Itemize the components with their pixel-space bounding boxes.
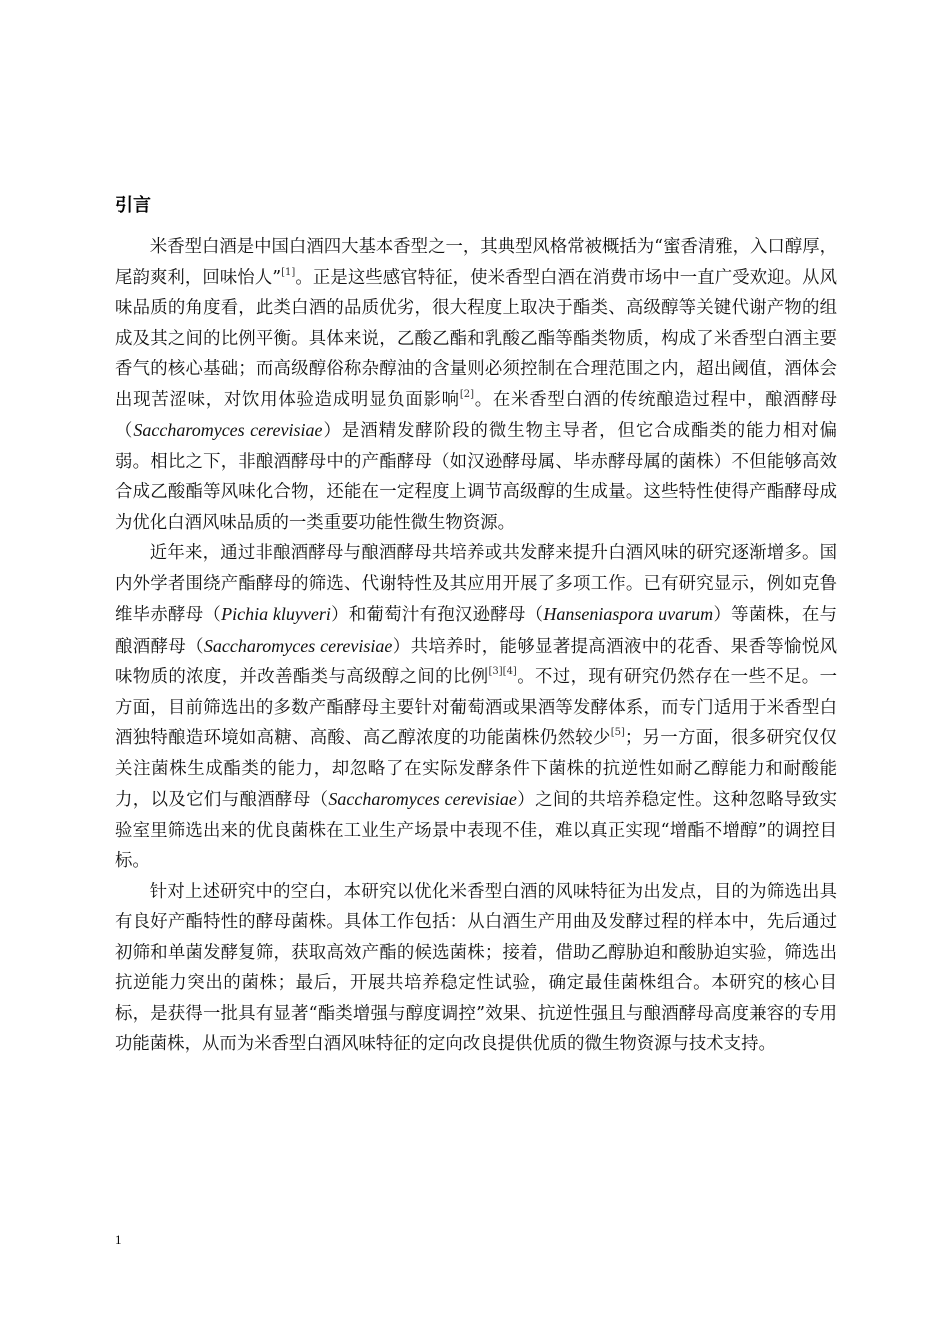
text-run: 近年来，通过非酿酒酵母与酿酒酵母共培养或共发酵来提升白酒风味的研究逐渐增多。国内外学者围绕产酯酵母的筛选、代谢特性及其应用开展了多项工作。已有研究显示，例如克鲁维毕赤酵母（ (115, 543, 837, 625)
paragraph (115, 877, 837, 1060)
text-run: ）之间的共培养稳定性。这种忽略导致实验室里筛选出来的优良菌株在工业生产场景中表现不佳，难以真正实现“增酯不增醇”的调控目标。 (115, 790, 837, 871)
citation-ref: [5] (610, 727, 625, 738)
citation-ref: [3][4] (488, 666, 517, 677)
citation-ref: [2] (459, 388, 474, 400)
body-text (115, 232, 837, 1060)
paragraph (115, 538, 837, 877)
text-run: 。在米香型白酒的传统酿造过程中，酿酒酵母（ (115, 389, 837, 441)
species-name: Hanseniaspora uvarum (543, 604, 714, 624)
text-run: 。不过，现有研究仍然存在一些不足。一方面，目前筛选出的多数产酯酵母主要针对葡萄酒或果酒等发酵体系，而专门适用于米香型白酒独特酿造环境如高糖、高酸、高乙醇浓度的功能菌株仍然较少 (115, 667, 837, 748)
text-run: ）等菌株，在与酿酒酵母（ (115, 605, 837, 657)
paragraph (115, 232, 837, 538)
text-run: ）共培养时，能够显著提高酒液中的花香、果香等愉悦风味物质的浓度，并改善酯类与高级醇之间的比例 (115, 636, 837, 687)
text-run: 。正是这些感官特征，使米香型白酒在消费市场中一直广受欢迎。从风味品质的角度看，此类白酒的品质优劣，很大程度上取决于酯类、高级醇等关键代谢产物的组成及其之间的比例平衡。具体来说，乙酸乙酯和乳酸乙酯等酯类物质，构成了米香型白酒主要香气的核心基础；而高级醇俗称杂醇油的含量则必须控制在合理范围之内，超出阈值，酒体会出现苦涩味，对饮用体验造成明显负面影响 (115, 267, 837, 410)
text-run: ）和葡萄汁有孢汉逊酵母（ (330, 605, 544, 625)
text-run: 米香型白酒是中国白酒四大基本香型之一，其典型风格常被概括为“蜜香清雅，入口醇厚，尾韵爽利，回味怡人” (115, 237, 837, 288)
text-run: ）是酒精发酵阶段的微生物主导者，但它合成酯类的能力相对偏弱。相比之下，非酿酒酵母中的产酯酵母（如汉逊酵母属、毕赤酵母属的菌株）不但能够高效合成乙酸酯等风味化合物，还能在一定程度上调节高级醇的生成量。这些特性使得产酯酵母成为优化白酒风味品质的一类重要功能性微生物资源。 (115, 421, 838, 533)
species-name: Saccharomyces cerevisiae (133, 420, 323, 440)
page-number: 1 (115, 1232, 122, 1247)
species-name: Saccharomyces cerevisiae (328, 789, 517, 809)
citation-ref: [1] (281, 266, 296, 278)
text-run: ；另一方面，很多研究仅仅关注菌株生成酯类的能力，却忽略了在实际发酵条件下菌株的抗逆性如耐乙醇能力和耐酸能力，以及它们与酿酒酵母（ (115, 728, 837, 810)
species-name: Saccharomyces cerevisiae (203, 635, 393, 656)
text-run: 针对上述研究中的空白，本研究以优化米香型白酒的风味特征为出发点，目的为筛选出具有良好产酯特性的酵母菌株。具体工作包括：从白酒生产用曲及发酵过程的样本中，先后通过初筛和单菌发酵复筛，获取高效产酯的候选菌株；接着，借助乙醇胁迫和酸胁迫实验，筛选出抗逆能力突出的菌株；最后，开展共培养稳定性试验，确定最佳菌株组合。本研究的核心目标，是获得一批具有显著“酯类增强与醇度调控”效果、抗逆性强且与酿酒酵母高度兼容的专用功能菌株，从而为米香型白酒风味特征的定向改良提供优质的微生物资源与技术支持。 (115, 881, 837, 1054)
section-heading: 引言 (115, 195, 151, 216)
species-name: Pichia kluyveri (221, 604, 331, 624)
